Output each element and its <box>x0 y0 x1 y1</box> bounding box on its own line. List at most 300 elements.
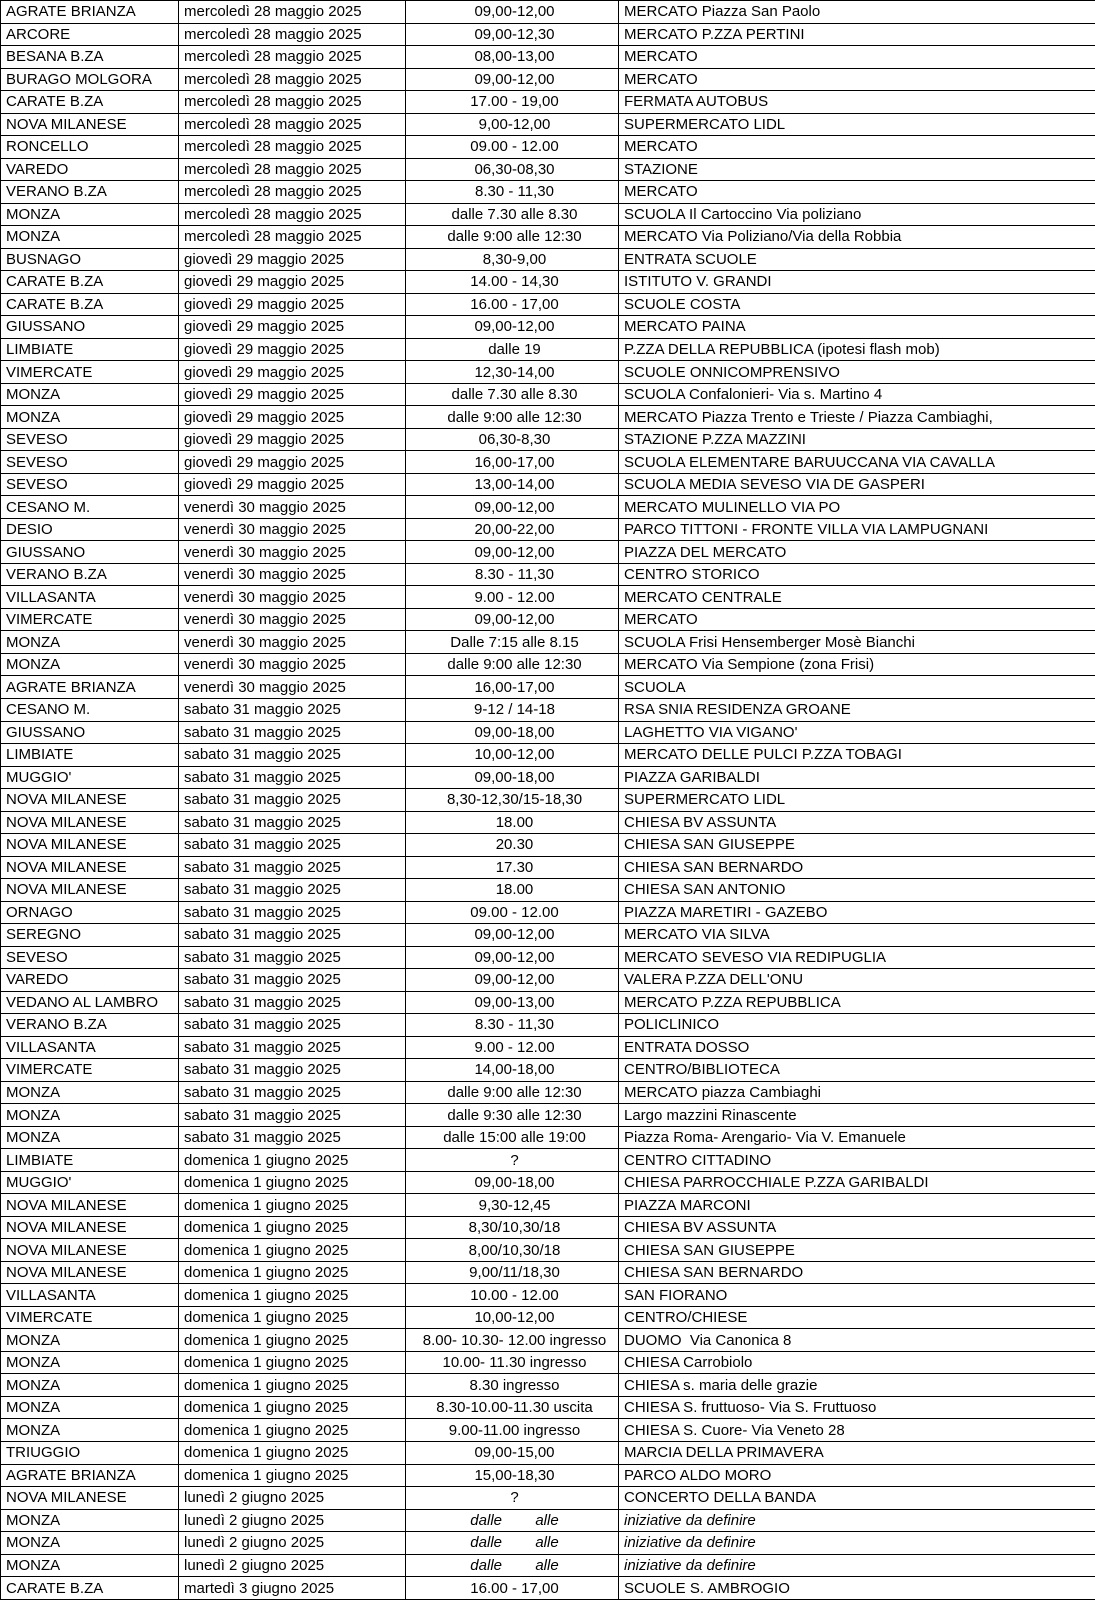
date-cell: domenica 1 giugno 2025 <box>179 1464 406 1487</box>
table-row <box>1 856 1095 879</box>
place-cell: CHIESA SAN GIUSEPPE <box>619 1239 1095 1262</box>
time-cell: 14.00 - 14,30 <box>406 271 619 294</box>
time-cell: 09,00-12,00 <box>406 608 619 631</box>
table-row <box>1 698 1095 721</box>
table-row <box>1 1351 1095 1374</box>
table-row <box>1 1374 1095 1397</box>
table-row <box>1 901 1095 924</box>
table-row <box>1 1171 1095 1194</box>
table-row <box>1 383 1095 406</box>
date-cell: mercoledì 28 maggio 2025 <box>179 226 406 249</box>
place-cell: MERCATO <box>619 68 1095 91</box>
time-cell: dalle 19 <box>406 338 619 361</box>
time-cell: 08,00-13,00 <box>406 46 619 69</box>
date-cell: domenica 1 giugno 2025 <box>179 1396 406 1419</box>
table-row <box>1 1464 1095 1487</box>
city-cell: NOVA MILANESE <box>1 811 179 834</box>
date-cell: sabato 31 maggio 2025 <box>179 1126 406 1149</box>
city-cell: MONZA <box>1 1509 179 1532</box>
place-cell: CHIESA s. maria delle grazie <box>619 1374 1095 1397</box>
date-cell: venerdì 30 maggio 2025 <box>179 496 406 519</box>
date-cell: martedì 3 giugno 2025 <box>179 1577 406 1600</box>
date-cell: domenica 1 giugno 2025 <box>179 1419 406 1442</box>
time-cell: 8.30 - 11,30 <box>406 181 619 204</box>
city-cell: CARATE B.ZA <box>1 293 179 316</box>
time-cell: 09.00 - 12.00 <box>406 901 619 924</box>
time-cell: 20.30 <box>406 834 619 857</box>
date-cell: domenica 1 giugno 2025 <box>179 1216 406 1239</box>
city-cell: NOVA MILANESE <box>1 1194 179 1217</box>
table-row <box>1 473 1095 496</box>
place-cell: Largo mazzini Rinascente <box>619 1104 1095 1127</box>
table-row <box>1 946 1095 969</box>
date-cell: giovedì 29 maggio 2025 <box>179 428 406 451</box>
table-row <box>1 721 1095 744</box>
place-cell: RSA SNIA RESIDENZA GROANE <box>619 698 1095 721</box>
date-cell: venerdì 30 maggio 2025 <box>179 518 406 541</box>
table-row <box>1 766 1095 789</box>
table-row <box>1 563 1095 586</box>
table-row <box>1 586 1095 609</box>
city-cell: MONZA <box>1 203 179 226</box>
place-cell: MERCATO <box>619 46 1095 69</box>
date-cell: giovedì 29 maggio 2025 <box>179 406 406 429</box>
time-cell: 20,00-22,00 <box>406 518 619 541</box>
city-cell: NOVA MILANESE <box>1 1239 179 1262</box>
place-cell: MERCATO Piazza San Paolo <box>619 1 1095 24</box>
city-cell: SEVESO <box>1 451 179 474</box>
table-row <box>1 338 1095 361</box>
place-cell: CENTRO STORICO <box>619 563 1095 586</box>
date-cell: domenica 1 giugno 2025 <box>179 1171 406 1194</box>
place-cell: SCUOLA ELEMENTARE BARUUCCANA VIA CAVALLA <box>619 451 1095 474</box>
table-row <box>1 653 1095 676</box>
table-row <box>1 1509 1095 1532</box>
time-cell: 9,00/11/18,30 <box>406 1261 619 1284</box>
place-cell: PIAZZA MARCONI <box>619 1194 1095 1217</box>
place-cell: MERCATO PAINA <box>619 316 1095 339</box>
place-cell: FERMATA AUTOBUS <box>619 91 1095 114</box>
date-cell: domenica 1 giugno 2025 <box>179 1374 406 1397</box>
time-cell: 9.00 - 12.00 <box>406 1036 619 1059</box>
date-cell: sabato 31 maggio 2025 <box>179 811 406 834</box>
time-cell: dalle alle <box>406 1554 619 1577</box>
place-cell: MERCATO piazza Cambiaghi <box>619 1081 1095 1104</box>
place-cell: PARCO ALDO MORO <box>619 1464 1095 1487</box>
date-cell: venerdì 30 maggio 2025 <box>179 541 406 564</box>
table-row <box>1 1014 1095 1037</box>
table-row <box>1 811 1095 834</box>
date-cell: domenica 1 giugno 2025 <box>179 1239 406 1262</box>
city-cell: VERANO B.ZA <box>1 563 179 586</box>
date-cell: sabato 31 maggio 2025 <box>179 721 406 744</box>
city-cell: NOVA MILANESE <box>1 1261 179 1284</box>
city-cell: CESANO M. <box>1 698 179 721</box>
time-cell: 13,00-14,00 <box>406 473 619 496</box>
place-cell: MERCATO P.ZZA REPUBBLICA <box>619 991 1095 1014</box>
date-cell: venerdì 30 maggio 2025 <box>179 608 406 631</box>
table-row <box>1 1239 1095 1262</box>
city-cell: VIMERCATE <box>1 608 179 631</box>
table-row <box>1 1194 1095 1217</box>
place-cell: SCUOLA Frisi Hensemberger Mosè Bianchi <box>619 631 1095 654</box>
date-cell: sabato 31 maggio 2025 <box>179 1036 406 1059</box>
date-cell: domenica 1 giugno 2025 <box>179 1261 406 1284</box>
time-cell: 17.00 - 19,00 <box>406 91 619 114</box>
time-cell: 09,00-12,00 <box>406 924 619 947</box>
city-cell: VIMERCATE <box>1 1059 179 1082</box>
table-row <box>1 1396 1095 1419</box>
date-cell: sabato 31 maggio 2025 <box>179 901 406 924</box>
time-cell: 15,00-18,30 <box>406 1464 619 1487</box>
city-cell: VIMERCATE <box>1 1306 179 1329</box>
date-cell: giovedì 29 maggio 2025 <box>179 383 406 406</box>
city-cell: NOVA MILANESE <box>1 113 179 136</box>
city-cell: LIMBIATE <box>1 1149 179 1172</box>
city-cell: MONZA <box>1 383 179 406</box>
place-cell: iniziative da definire <box>619 1509 1095 1532</box>
place-cell: SCUOLE COSTA <box>619 293 1095 316</box>
date-cell: mercoledì 28 maggio 2025 <box>179 158 406 181</box>
place-cell: SCUOLE ONNICOMPRENSIVO <box>619 361 1095 384</box>
table-row <box>1 1261 1095 1284</box>
place-cell: MERCATO VIA SILVA <box>619 924 1095 947</box>
table-row <box>1 879 1095 902</box>
table-row <box>1 23 1095 46</box>
city-cell: RONCELLO <box>1 136 179 159</box>
place-cell: SAN FIORANO <box>619 1284 1095 1307</box>
table-row <box>1 789 1095 812</box>
time-cell: 10,00-12,00 <box>406 1306 619 1329</box>
place-cell: MERCATO Piazza Trento e Trieste / Piazza Cambiaghi, <box>619 406 1095 429</box>
time-cell: 10.00 - 12.00 <box>406 1284 619 1307</box>
time-cell: 09,00-13,00 <box>406 991 619 1014</box>
date-cell: giovedì 29 maggio 2025 <box>179 451 406 474</box>
time-cell: 09.00 - 12.00 <box>406 136 619 159</box>
table-row <box>1 248 1095 271</box>
date-cell: domenica 1 giugno 2025 <box>179 1329 406 1352</box>
time-cell: 8,30-12,30/15-18,30 <box>406 789 619 812</box>
date-cell: sabato 31 maggio 2025 <box>179 766 406 789</box>
city-cell: ORNAGO <box>1 901 179 924</box>
table-row <box>1 203 1095 226</box>
city-cell: AGRATE BRIANZA <box>1 1464 179 1487</box>
city-cell: ARCORE <box>1 23 179 46</box>
place-cell: CENTRO CITTADINO <box>619 1149 1095 1172</box>
date-cell: sabato 31 maggio 2025 <box>179 969 406 992</box>
time-cell: 06,30-8,30 <box>406 428 619 451</box>
place-cell: PIAZZA MARETIRI - GAZEBO <box>619 901 1095 924</box>
city-cell: GIUSSANO <box>1 316 179 339</box>
date-cell: venerdì 30 maggio 2025 <box>179 676 406 699</box>
table-row <box>1 969 1095 992</box>
time-cell: dalle 9:00 alle 12:30 <box>406 1081 619 1104</box>
time-cell: 8,30/10,30/18 <box>406 1216 619 1239</box>
table-row <box>1 518 1095 541</box>
place-cell: CHIESA S. Cuore- Via Veneto 28 <box>619 1419 1095 1442</box>
time-cell: 16,00-17,00 <box>406 451 619 474</box>
city-cell: DESIO <box>1 518 179 541</box>
time-cell: dalle alle <box>406 1532 619 1555</box>
time-cell: 09,00-12,00 <box>406 68 619 91</box>
date-cell: giovedì 29 maggio 2025 <box>179 338 406 361</box>
date-cell: lunedì 2 giugno 2025 <box>179 1532 406 1555</box>
table-row <box>1 91 1095 114</box>
table-row <box>1 608 1095 631</box>
date-cell: sabato 31 maggio 2025 <box>179 698 406 721</box>
city-cell: NOVA MILANESE <box>1 1487 179 1510</box>
table-row <box>1 1216 1095 1239</box>
time-cell: 9,30-12,45 <box>406 1194 619 1217</box>
city-cell: VAREDO <box>1 969 179 992</box>
table-row <box>1 631 1095 654</box>
time-cell: 8.30-10.00-11.30 uscita <box>406 1396 619 1419</box>
place-cell: CHIESA BV ASSUNTA <box>619 1216 1095 1239</box>
date-cell: sabato 31 maggio 2025 <box>179 744 406 767</box>
city-cell: MONZA <box>1 1396 179 1419</box>
table-row <box>1 1487 1095 1510</box>
city-cell: GIUSSANO <box>1 721 179 744</box>
city-cell: MONZA <box>1 653 179 676</box>
date-cell: domenica 1 giugno 2025 <box>179 1442 406 1465</box>
place-cell: iniziative da definire <box>619 1532 1095 1555</box>
place-cell: MERCATO <box>619 608 1095 631</box>
place-cell: PARCO TITTONI - FRONTE VILLA VIA LAMPUGNANI <box>619 518 1095 541</box>
place-cell: POLICLINICO <box>619 1014 1095 1037</box>
date-cell: giovedì 29 maggio 2025 <box>179 248 406 271</box>
table-row <box>1 68 1095 91</box>
time-cell: 9-12 / 14-18 <box>406 698 619 721</box>
place-cell: iniziative da definire <box>619 1554 1095 1577</box>
place-cell: CENTRO/CHIESE <box>619 1306 1095 1329</box>
table-row <box>1 181 1095 204</box>
time-cell: dalle 15:00 alle 19:00 <box>406 1126 619 1149</box>
date-cell: giovedì 29 maggio 2025 <box>179 271 406 294</box>
time-cell: 09,00-12,00 <box>406 316 619 339</box>
place-cell: LAGHETTO VIA VIGANO' <box>619 721 1095 744</box>
time-cell: 09,00-12,00 <box>406 1 619 24</box>
city-cell: MONZA <box>1 1104 179 1127</box>
table-row <box>1 226 1095 249</box>
date-cell: sabato 31 maggio 2025 <box>179 924 406 947</box>
table-row <box>1 406 1095 429</box>
date-cell: mercoledì 28 maggio 2025 <box>179 113 406 136</box>
time-cell: 10.00- 11.30 ingresso <box>406 1351 619 1374</box>
table-row <box>1 541 1095 564</box>
date-cell: sabato 31 maggio 2025 <box>179 991 406 1014</box>
time-cell: ? <box>406 1487 619 1510</box>
time-cell: 06,30-08,30 <box>406 158 619 181</box>
date-cell: mercoledì 28 maggio 2025 <box>179 181 406 204</box>
place-cell: PIAZZA GARIBALDI <box>619 766 1095 789</box>
place-cell: SUPERMERCATO LIDL <box>619 113 1095 136</box>
table-row <box>1 1104 1095 1127</box>
city-cell: VIMERCATE <box>1 361 179 384</box>
city-cell: MONZA <box>1 1351 179 1374</box>
time-cell: 10,00-12,00 <box>406 744 619 767</box>
time-cell: 17.30 <box>406 856 619 879</box>
time-cell: 09,00-12,00 <box>406 496 619 519</box>
city-cell: BUSNAGO <box>1 248 179 271</box>
city-cell: BESANA B.ZA <box>1 46 179 69</box>
city-cell: CARATE B.ZA <box>1 271 179 294</box>
place-cell: CHIESA BV ASSUNTA <box>619 811 1095 834</box>
date-cell: sabato 31 maggio 2025 <box>179 834 406 857</box>
date-cell: giovedì 29 maggio 2025 <box>179 316 406 339</box>
place-cell: PIAZZA DEL MERCATO <box>619 541 1095 564</box>
date-cell: mercoledì 28 maggio 2025 <box>179 1 406 24</box>
time-cell: 9.00 - 12.00 <box>406 586 619 609</box>
table-row <box>1 361 1095 384</box>
table-row <box>1 1532 1095 1555</box>
place-cell: CHIESA SAN ANTONIO <box>619 879 1095 902</box>
city-cell: MUGGIO' <box>1 1171 179 1194</box>
place-cell: CHIESA SAN BERNARDO <box>619 856 1095 879</box>
place-cell: MERCATO P.ZZA PERTINI <box>619 23 1095 46</box>
city-cell: CARATE B.ZA <box>1 1577 179 1600</box>
table-row <box>1 1149 1095 1172</box>
place-cell: CHIESA Carrobiolo <box>619 1351 1095 1374</box>
city-cell: NOVA MILANESE <box>1 879 179 902</box>
date-cell: venerdì 30 maggio 2025 <box>179 631 406 654</box>
table-row <box>1 1554 1095 1577</box>
date-cell: sabato 31 maggio 2025 <box>179 1104 406 1127</box>
table-row <box>1 158 1095 181</box>
table-row <box>1 496 1095 519</box>
time-cell: dalle 9:00 alle 12:30 <box>406 653 619 676</box>
city-cell: VERANO B.ZA <box>1 1014 179 1037</box>
city-cell: MONZA <box>1 1374 179 1397</box>
city-cell: VAREDO <box>1 158 179 181</box>
date-cell: mercoledì 28 maggio 2025 <box>179 68 406 91</box>
city-cell: SEVESO <box>1 473 179 496</box>
place-cell: SCUOLA <box>619 676 1095 699</box>
place-cell: Piazza Roma- Arengario- Via V. Emanuele <box>619 1126 1095 1149</box>
date-cell: mercoledì 28 maggio 2025 <box>179 91 406 114</box>
city-cell: VILLASANTA <box>1 1036 179 1059</box>
time-cell: 09,00-15,00 <box>406 1442 619 1465</box>
table-row <box>1 1577 1095 1600</box>
table-row <box>1 991 1095 1014</box>
place-cell: CHIESA SAN GIUSEPPE <box>619 834 1095 857</box>
time-cell: 9,00-12,00 <box>406 113 619 136</box>
place-cell: CHIESA PARROCCHIALE P.ZZA GARIBALDI <box>619 1171 1095 1194</box>
time-cell: dalle 7.30 alle 8.30 <box>406 203 619 226</box>
time-cell: dalle alle <box>406 1509 619 1532</box>
date-cell: venerdì 30 maggio 2025 <box>179 653 406 676</box>
place-cell: ENTRATA SCUOLE <box>619 248 1095 271</box>
time-cell: ? <box>406 1149 619 1172</box>
city-cell: MONZA <box>1 226 179 249</box>
place-cell: SCUOLA Confalonieri- Via s. Martino 4 <box>619 383 1095 406</box>
city-cell: MONZA <box>1 631 179 654</box>
time-cell: dalle 9:30 alle 12:30 <box>406 1104 619 1127</box>
place-cell: MERCATO <box>619 181 1095 204</box>
table-row <box>1 271 1095 294</box>
city-cell: CARATE B.ZA <box>1 91 179 114</box>
table-row <box>1 136 1095 159</box>
city-cell: NOVA MILANESE <box>1 1216 179 1239</box>
city-cell: LIMBIATE <box>1 744 179 767</box>
time-cell: dalle 7.30 alle 8.30 <box>406 383 619 406</box>
time-cell: 8.30 - 11,30 <box>406 1014 619 1037</box>
table-row <box>1 1419 1095 1442</box>
table-row <box>1 1329 1095 1352</box>
time-cell: 09,00-12,00 <box>406 946 619 969</box>
time-cell: 09,00-18,00 <box>406 1171 619 1194</box>
time-cell: Dalle 7:15 alle 8.15 <box>406 631 619 654</box>
table-row <box>1 46 1095 69</box>
place-cell: P.ZZA DELLA REPUBBLICA (ipotesi flash mob) <box>619 338 1095 361</box>
date-cell: venerdì 30 maggio 2025 <box>179 586 406 609</box>
place-cell: DUOMO Via Canonica 8 <box>619 1329 1095 1352</box>
city-cell: AGRATE BRIANZA <box>1 676 179 699</box>
city-cell: SEREGNO <box>1 924 179 947</box>
place-cell: SCUOLA MEDIA SEVESO VIA DE GASPERI <box>619 473 1095 496</box>
place-cell: MERCATO Via Sempione (zona Frisi) <box>619 653 1095 676</box>
time-cell: dalle 9:00 alle 12:30 <box>406 226 619 249</box>
table-row <box>1 113 1095 136</box>
date-cell: sabato 31 maggio 2025 <box>179 856 406 879</box>
city-cell: VILLASANTA <box>1 1284 179 1307</box>
time-cell: 12,30-14,00 <box>406 361 619 384</box>
city-cell: MONZA <box>1 1554 179 1577</box>
date-cell: sabato 31 maggio 2025 <box>179 789 406 812</box>
date-cell: domenica 1 giugno 2025 <box>179 1284 406 1307</box>
place-cell: CHIESA SAN BERNARDO <box>619 1261 1095 1284</box>
table-row <box>1 1 1095 24</box>
city-cell: MONZA <box>1 1081 179 1104</box>
time-cell: dalle 9:00 alle 12:30 <box>406 406 619 429</box>
place-cell: MERCATO <box>619 136 1095 159</box>
date-cell: mercoledì 28 maggio 2025 <box>179 136 406 159</box>
city-cell: SEVESO <box>1 946 179 969</box>
place-cell: VALERA P.ZZA DELL'ONU <box>619 969 1095 992</box>
table-row <box>1 834 1095 857</box>
table-row <box>1 1081 1095 1104</box>
date-cell: domenica 1 giugno 2025 <box>179 1194 406 1217</box>
table-row <box>1 293 1095 316</box>
time-cell: 8.30 - 11,30 <box>406 563 619 586</box>
place-cell: SCUOLA Il Cartoccino Via poliziano <box>619 203 1095 226</box>
date-cell: mercoledì 28 maggio 2025 <box>179 23 406 46</box>
place-cell: ISTITUTO V. GRANDI <box>619 271 1095 294</box>
table-row <box>1 1442 1095 1465</box>
city-cell: NOVA MILANESE <box>1 789 179 812</box>
city-cell: SEVESO <box>1 428 179 451</box>
place-cell: ENTRATA DOSSO <box>619 1036 1095 1059</box>
place-cell: MERCATO DELLE PULCI P.ZZA TOBAGI <box>619 744 1095 767</box>
date-cell: giovedì 29 maggio 2025 <box>179 473 406 496</box>
date-cell: sabato 31 maggio 2025 <box>179 879 406 902</box>
table-row <box>1 744 1095 767</box>
date-cell: domenica 1 giugno 2025 <box>179 1306 406 1329</box>
place-cell: CENTRO/BIBLIOTECA <box>619 1059 1095 1082</box>
date-cell: lunedì 2 giugno 2025 <box>179 1509 406 1532</box>
city-cell: MONZA <box>1 1532 179 1555</box>
date-cell: mercoledì 28 maggio 2025 <box>179 46 406 69</box>
table-row <box>1 428 1095 451</box>
city-cell: LIMBIATE <box>1 338 179 361</box>
time-cell: 18.00 <box>406 879 619 902</box>
place-cell: MERCATO Via Poliziano/Via della Robbia <box>619 226 1095 249</box>
time-cell: 18.00 <box>406 811 619 834</box>
table-row <box>1 451 1095 474</box>
time-cell: 09,00-12,30 <box>406 23 619 46</box>
time-cell: 8,30-9,00 <box>406 248 619 271</box>
time-cell: 16,00-17,00 <box>406 676 619 699</box>
place-cell: MERCATO MULINELLO VIA PO <box>619 496 1095 519</box>
